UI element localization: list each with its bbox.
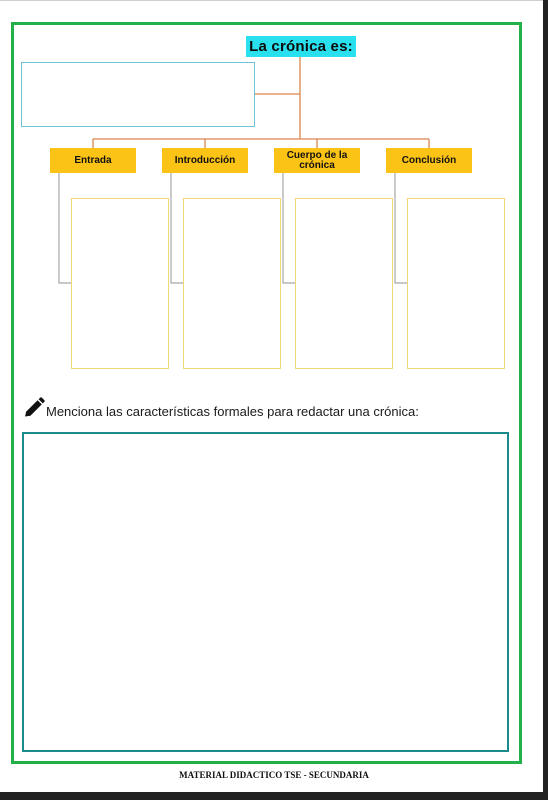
instruction-prompt xyxy=(22,392,522,420)
instruction-text: Menciona las características formales para redactar una crónica: xyxy=(46,404,419,419)
connector-answer-cuerpo xyxy=(283,173,295,283)
answer-box-conclusion[interactable] xyxy=(407,198,505,369)
pencil-icon xyxy=(22,396,46,420)
connector-answer-entrada xyxy=(59,173,71,283)
category-conclusion: Conclusión xyxy=(386,148,472,173)
connector-answer-introduccion xyxy=(171,173,183,283)
diagram-title: La crónica es: xyxy=(246,36,356,57)
answer-box-introduccion[interactable] xyxy=(183,198,281,369)
category-entrada: Entrada xyxy=(50,148,136,173)
characteristics-answer-box[interactable] xyxy=(22,432,509,752)
answer-box-entrada[interactable] xyxy=(71,198,169,369)
answer-box-cuerpo[interactable] xyxy=(295,198,393,369)
connector-answer-conclusion xyxy=(395,173,407,283)
definition-answer-box[interactable] xyxy=(21,62,255,127)
footer-text: MATERIAL DIDACTICO TSE - SECUNDARIA xyxy=(179,770,369,780)
category-cuerpo: Cuerpo de la crónica xyxy=(274,148,360,173)
category-introduccion: Introducción xyxy=(162,148,248,173)
